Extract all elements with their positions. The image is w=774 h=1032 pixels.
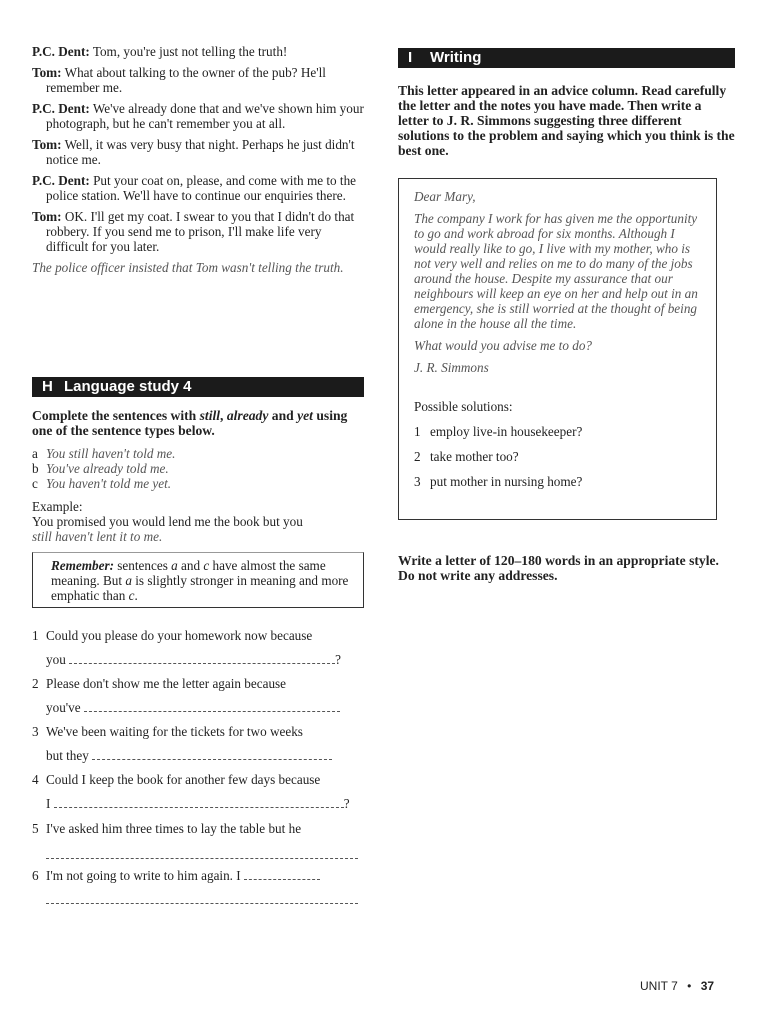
- line-text: Tom, you're just not telling the truth!: [92, 44, 288, 59]
- question-text: Please don't show me the letter again because: [46, 676, 287, 691]
- answer-blank[interactable]: [69, 652, 335, 664]
- unit-label: UNIT 7: [640, 979, 678, 993]
- letter-greeting: Dear Mary,: [414, 189, 476, 204]
- answer-end: ?: [343, 796, 350, 811]
- question-number: 4: [32, 772, 39, 787]
- section-h-banner: [32, 377, 364, 397]
- answer-prefix: you've: [46, 700, 81, 715]
- question-1: [32, 628, 366, 643]
- letter-body: The company I work for has given me the opportunity to go and work abroad for six months. Although I would really like to go, I live with my mother, who is not very well and relies on me to do many of the jobs around the house. Despite my assurance that our neighbours will keep an eye on her and help out in an emergency, she is still worried at the thought of being alone in the house all the time.: [414, 211, 698, 331]
- word-yet: yet: [297, 408, 313, 423]
- speaker: Tom:: [32, 137, 62, 152]
- speaker: P.C. Dent:: [32, 101, 90, 116]
- speaker: P.C. Dent:: [32, 173, 90, 188]
- page-number: 37: [700, 979, 715, 993]
- section-title: Language study 4: [64, 378, 192, 395]
- line-text: Put your coat on, please, and come with me to the police station. We'll have to continue our enquiries there.: [46, 173, 357, 203]
- answer-line-6[interactable]: [46, 892, 358, 907]
- question-number: 3: [32, 724, 39, 739]
- example-label: Example:: [32, 499, 83, 514]
- answer-line-5[interactable]: [46, 847, 358, 862]
- question-2: [32, 676, 366, 691]
- answer-blank[interactable]: [54, 796, 344, 808]
- type-text: You still haven't told me.: [46, 446, 176, 461]
- remember-text: and: [177, 558, 204, 573]
- solution-number: 1: [414, 424, 421, 439]
- summary-sentence: The police officer insisted that Tom wasn't telling the truth.: [32, 260, 344, 275]
- solution-text: take mother too?: [430, 449, 519, 464]
- answer-blank[interactable]: [92, 748, 332, 760]
- answer-prefix: you: [46, 652, 66, 667]
- question-number: 2: [32, 676, 39, 691]
- section-h: [32, 408, 366, 608]
- speaker: P.C. Dent:: [32, 44, 90, 59]
- dialogue-line: [32, 65, 366, 95]
- question-4: [32, 772, 366, 787]
- remember-var: a: [171, 558, 178, 573]
- remember-var: c: [128, 588, 135, 603]
- instr-part: using one of the sentence types below.: [32, 408, 348, 438]
- type-item: [32, 446, 366, 461]
- solutions-title: Possible solutions:: [414, 399, 513, 414]
- letter-signature: J. R. Simmons: [414, 360, 489, 375]
- answer-blank[interactable]: [46, 847, 358, 859]
- dialogue-line: [32, 44, 366, 59]
- remember-var: a: [125, 573, 132, 588]
- type-label: b: [32, 461, 39, 476]
- sentence-types: [32, 446, 366, 491]
- line-text: OK. I'll get my coat. I swear to you that I didn't do that robbery. If you send me to prison, I'll make life very difficult for you later.: [46, 209, 355, 254]
- speaker: Tom:: [32, 209, 62, 224]
- solution-item: [414, 474, 708, 489]
- section-letter: I: [408, 49, 413, 66]
- answer-line-2[interactable]: [46, 700, 340, 715]
- solution-item: [414, 449, 708, 464]
- remember-text: have almost the same meaning. But: [51, 558, 326, 588]
- line-text: We've already done that and we've shown him your photograph, but he can't remember you at all.: [46, 101, 364, 131]
- write-instruction: Write a letter of 120–180 words in an appropriate style. Do not write any addresses.: [398, 553, 719, 583]
- question-text: Could you please do your homework now because: [46, 628, 313, 643]
- dialogue: [32, 44, 366, 254]
- left-column: [32, 44, 366, 275]
- remember-text: .: [134, 588, 138, 603]
- type-text: You haven't told me yet.: [46, 476, 172, 491]
- answer-prefix: but they: [46, 748, 89, 763]
- remember-text: is slightly stronger in meaning and more emphatic than: [51, 573, 349, 603]
- questions: [32, 628, 366, 918]
- solution-text: employ live-in housekeeper?: [430, 424, 583, 439]
- answer-blank[interactable]: [46, 892, 358, 904]
- instr-part: and: [268, 408, 298, 423]
- question-text: I've asked him three times to lay the table but he: [46, 821, 302, 836]
- answer-blank[interactable]: [84, 700, 340, 712]
- answer-line-4[interactable]: [46, 796, 350, 811]
- example-answer: still haven't lent it to me.: [32, 529, 163, 544]
- dialogue-line: [32, 101, 366, 131]
- remember-label: Remember:: [51, 558, 114, 573]
- word-still: still: [199, 408, 221, 423]
- type-item: [32, 461, 366, 476]
- answer-line-1[interactable]: [46, 652, 341, 667]
- question-number: 5: [32, 821, 39, 836]
- question-3: [32, 724, 366, 739]
- section-i-banner: [398, 48, 735, 68]
- solution-number: 2: [414, 449, 421, 464]
- question-number: 6: [32, 868, 39, 883]
- example: [32, 499, 366, 544]
- letter-question: What would you advise me to do?: [414, 338, 593, 353]
- remember-text: sentences: [114, 558, 172, 573]
- question-6: [32, 868, 366, 883]
- instr-part: Complete the sentences with: [32, 408, 200, 423]
- section-i-instruction: This letter appeared in an advice column. Read carefully the letter and the notes you have made. Then write a letter to J. R. Simmons suggesting three different solutions to the problem and saying which you think is the best one.: [398, 83, 735, 158]
- question-text: Could I keep the book for another few days because: [46, 772, 321, 787]
- type-label: a: [32, 446, 38, 461]
- answer-prefix: I: [46, 796, 51, 811]
- page-footer: [640, 979, 714, 993]
- solution-number: 3: [414, 474, 421, 489]
- dialogue-line: [32, 209, 366, 254]
- advice-letter-box: [398, 178, 717, 520]
- answer-end: ?: [335, 652, 341, 667]
- section-letter: H: [42, 378, 53, 395]
- word-already: already: [226, 408, 269, 423]
- solution-item: [414, 424, 708, 439]
- type-item: [32, 476, 366, 491]
- footer-bullet: •: [687, 979, 692, 993]
- type-label: c: [32, 476, 38, 491]
- question-number: 1: [32, 628, 39, 643]
- speaker: Tom:: [32, 65, 62, 80]
- line-text: What about talking to the owner of the pub? He'll remember me.: [46, 65, 326, 95]
- solution-text: put mother in nursing home?: [430, 474, 583, 489]
- question-text: I'm not going to write to him again. I: [46, 868, 241, 883]
- section-h-instruction: [32, 408, 366, 438]
- line-text: Well, it was very busy that night. Perhaps he just didn't notice me.: [46, 137, 355, 167]
- answer-line-3[interactable]: [46, 748, 332, 763]
- instr-part: ,: [220, 408, 227, 423]
- example-text: You promised you would lend me the book but you: [32, 514, 303, 529]
- remember-var: c: [203, 558, 210, 573]
- question-5: [32, 821, 366, 836]
- dialogue-line: [32, 137, 366, 167]
- dialogue-line: [32, 173, 366, 203]
- type-text: You've already told me.: [46, 461, 169, 476]
- section-title: Writing: [430, 49, 482, 66]
- answer-blank[interactable]: [244, 868, 320, 880]
- question-text: We've been waiting for the tickets for two weeks: [46, 724, 303, 739]
- remember-box: [32, 552, 364, 608]
